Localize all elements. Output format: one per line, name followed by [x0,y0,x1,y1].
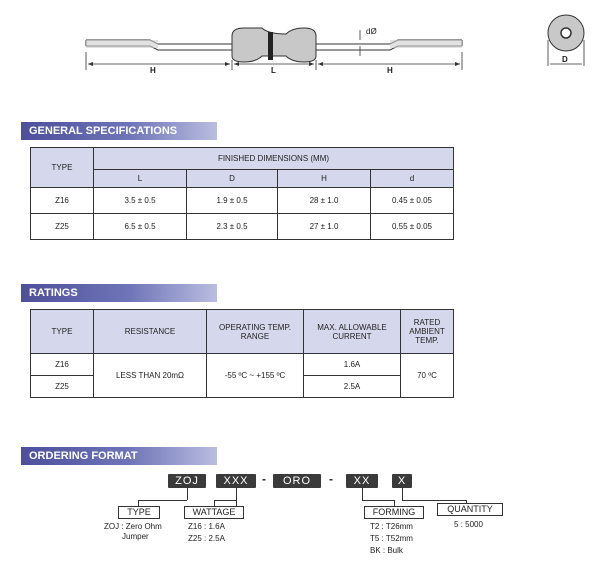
general-specifications-header: GENERAL SPECIFICATIONS [21,122,217,140]
label-wattage: WATTAGE [184,506,244,519]
dim-label-h-left: H [150,66,156,75]
label-forming: FORMING [364,506,424,519]
cell-type: Z25 [31,376,94,398]
dash-separator: - [262,472,266,486]
dim-label-l: L [271,66,276,75]
ratings-table [30,309,454,398]
col-l: L [94,170,187,188]
dimensions-group-header: FINISHED DIMENSIONS (MM) [94,148,454,170]
code-type: ZOJ [168,474,206,488]
ambient-temp-header: RATED AMBIENT TEMP. [401,310,454,354]
type-note: Jumper [122,532,149,541]
type-header: TYPE [31,148,94,188]
dash-separator: - [329,472,333,486]
cell-d: 1.9 ± 0.5 [187,188,278,214]
cell-current: 2.5A [304,376,401,398]
cell-d: 2.3 ± 0.5 [187,214,278,240]
wattage-note: Z25 : 2.5A [188,534,225,543]
cell-d-small: 0.55 ± 0.05 [371,214,454,240]
table-row [31,354,454,376]
general-specifications-table [30,147,454,240]
cell-type: Z25 [31,214,94,240]
code-forming: XX [346,474,378,488]
cell-h: 27 ± 1.0 [278,214,371,240]
quantity-note: 5 : 5000 [454,520,483,529]
cell-resistance: LESS THAN 20mΩ [94,354,207,398]
col-d-small: d [371,170,454,188]
dim-label-d-small: dØ [366,27,377,36]
cell-l: 3.5 ± 0.5 [94,188,187,214]
forming-note: T5 : T52mm [370,534,413,543]
operating-temp-header: OPERATING TEMP. RANGE [207,310,304,354]
ordering-format-header: ORDERING FORMAT [21,447,217,465]
type-note: ZOJ : Zero Ohm [104,522,162,531]
code-quantity: X [392,474,412,488]
cell-type: Z16 [31,188,94,214]
dim-label-d-large: D [562,55,568,64]
cell-l: 6.5 ± 0.5 [94,214,187,240]
forming-note: BK : Bulk [370,546,403,555]
resistance-header: RESISTANCE [94,310,207,354]
code-resistance: ORO [273,474,321,488]
col-h: H [278,170,371,188]
resistor-drawing [0,0,606,80]
ratings-header: RATINGS [21,284,217,302]
col-d: D [187,170,278,188]
cell-ambient-temp: 70 ºC [401,354,454,398]
cell-h: 28 ± 1.0 [278,188,371,214]
type-header: TYPE [31,310,94,354]
forming-note: T2 : T26mm [370,522,413,531]
label-type: TYPE [118,506,160,519]
cell-d-small: 0.45 ± 0.05 [371,188,454,214]
wattage-note: Z16 : 1.6A [188,522,225,531]
max-current-header: MAX. ALLOWABLE CURRENT [304,310,401,354]
cell-type: Z16 [31,354,94,376]
table-row [31,188,454,214]
cell-current: 1.6A [304,354,401,376]
dim-label-h-right: H [387,66,393,75]
table-row [31,214,454,240]
code-wattage: XXX [216,474,256,488]
label-quantity: QUANTITY [437,503,503,516]
cell-operating-temp: -55 ºC ~ +155 ºC [207,354,304,398]
